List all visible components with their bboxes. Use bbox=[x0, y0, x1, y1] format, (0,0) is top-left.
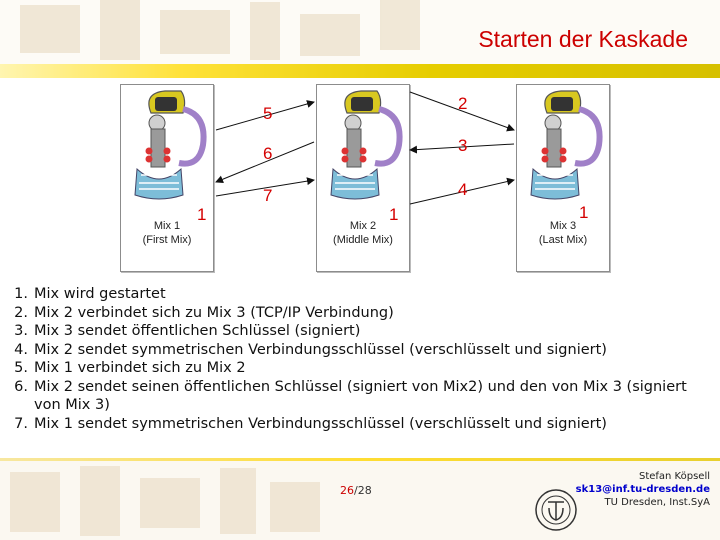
slide-title: Starten der Kaskade bbox=[478, 26, 688, 52]
list-item-text: Mix wird gestartet bbox=[34, 286, 166, 302]
arrow-label-7: 7 bbox=[263, 186, 273, 205]
list-item-text: Mix 2 verbindet sich zu Mix 3 (TCP/IP Verbindung) bbox=[34, 304, 394, 321]
cascade-diagram bbox=[120, 82, 610, 272]
arrow-label-6: 6 bbox=[263, 144, 273, 163]
author-institution: TU Dresden, Inst.SyA bbox=[604, 497, 710, 508]
author-name: Stefan Köpsell bbox=[638, 471, 710, 482]
steps-list bbox=[10, 285, 700, 433]
list-item-number: 7. bbox=[14, 415, 28, 432]
list-item bbox=[10, 285, 700, 304]
mix2-step-number: 1 bbox=[389, 205, 399, 224]
arrow-label-5: 5 bbox=[263, 104, 273, 123]
page-number bbox=[340, 484, 372, 497]
list-item-number: 3. bbox=[14, 323, 28, 339]
mix3-sub: (Last Mix) bbox=[538, 234, 588, 246]
mix2-label: Mix 2 bbox=[349, 220, 377, 232]
list-item bbox=[10, 341, 700, 360]
list-item-text: Mix 1 verbindet sich zu Mix 2 bbox=[34, 360, 246, 376]
page-separator: / bbox=[354, 484, 358, 497]
mix1-label: Mix 1 bbox=[153, 220, 181, 232]
author-email[interactable]: sk13@inf.tu-dresden.de bbox=[575, 484, 710, 495]
page-total: 28 bbox=[357, 484, 372, 497]
list-item bbox=[10, 359, 700, 378]
list-item-text: Mix 2 sendet symmetrischen Verbindungsschlüssel (verschlüsselt und signiert) bbox=[34, 341, 607, 358]
title-bar bbox=[0, 64, 720, 78]
university-seal-icon bbox=[534, 488, 578, 532]
arrow-label-4: 4 bbox=[458, 180, 468, 199]
list-item bbox=[10, 304, 700, 323]
mix2-sub: (Middle Mix) bbox=[333, 234, 393, 246]
arrow-label-3: 3 bbox=[458, 136, 468, 155]
mix1-sub: (First Mix) bbox=[142, 234, 192, 246]
mix3-label: Mix 3 bbox=[549, 220, 577, 232]
list-item-number: 2. bbox=[14, 304, 28, 321]
list-item bbox=[10, 322, 700, 341]
list-item-text: Mix 3 sendet öffentlichen Schlüssel (signiert) bbox=[34, 323, 361, 339]
arrow-label-2: 2 bbox=[458, 94, 468, 113]
list-item-number: 6. bbox=[14, 378, 28, 395]
message-arrows bbox=[120, 82, 610, 272]
mix3-step-number: 1 bbox=[579, 203, 589, 222]
list-item-number: 4. bbox=[14, 341, 28, 358]
list-item-text: Mix 2 sendet seinen öffentlichen Schlüssel (signiert von Mix2) und den von Mix 3 (signiert von Mix 3) bbox=[34, 378, 687, 413]
author-block bbox=[576, 470, 710, 509]
list-item-number: 5. bbox=[14, 360, 28, 376]
list-item-number: 1. bbox=[14, 286, 28, 302]
page-current: 26 bbox=[340, 484, 354, 497]
list-item bbox=[10, 378, 700, 415]
mix1-step-number: 1 bbox=[197, 205, 207, 224]
list-item-text: Mix 1 sendet symmetrischen Verbindungsschlüssel (verschlüsselt und signiert) bbox=[34, 415, 607, 432]
list-item bbox=[10, 415, 700, 434]
